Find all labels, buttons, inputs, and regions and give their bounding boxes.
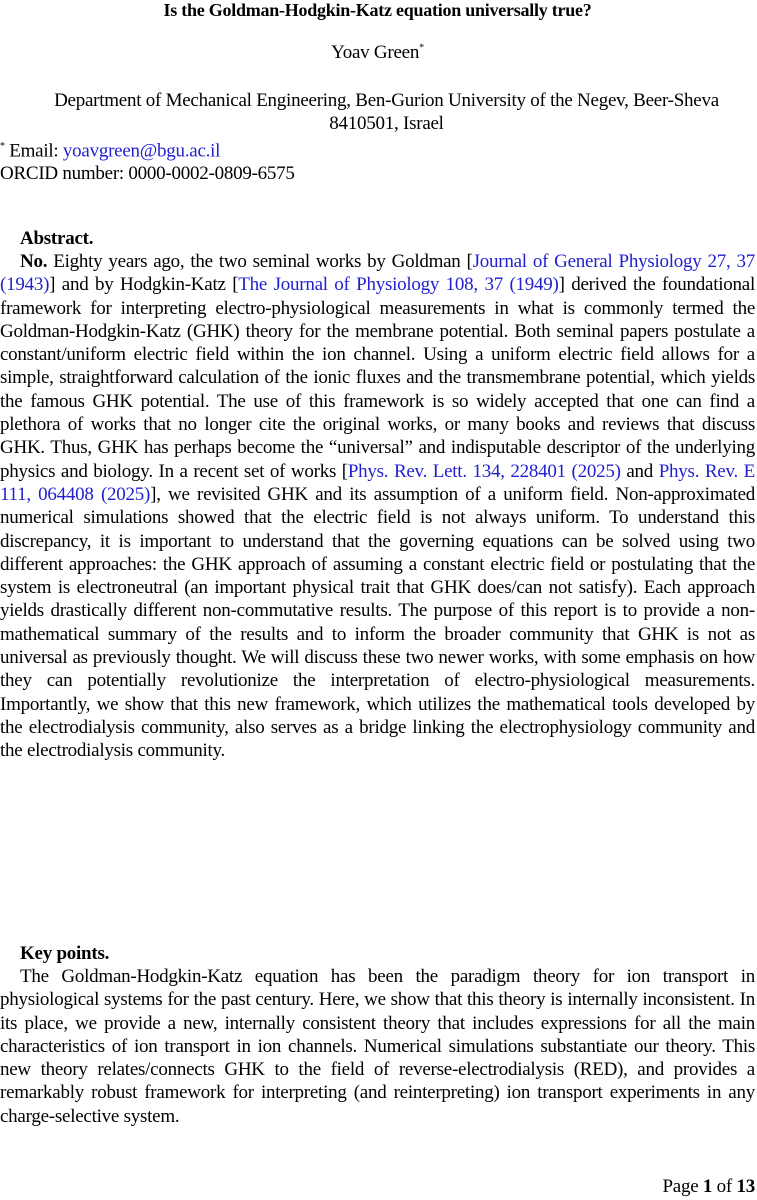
affiliation [18, 89, 755, 135]
email-link[interactable]: yoavgreen@bgu.ac.il [62, 140, 221, 162]
key-points-section [0, 943, 755, 1128]
abstract-text-5: ], we revisited GHK and its assumption of a uniform field. Non-approximated numerical simulations showed that the electric field is not always uniform. To understand this discrepancy, it is important to understand that the governing equations can be solved using two different approaches: the GHK approach of assuming a constant electric field or postulating that the system is electroneutral (an important physical trait that GHK does/can not satisfy). Each approach yields drastically different non-commutative results. The purpose of this report is to provide a non-mathematical summary of the results and to inform the broader community that GHK is not as universal as previously thought. We will discuss these two newer works, with some emphasis on how they can potentially revolutionize the interpretation of electro-physiological measurements. Importantly, we show that this new framework, which utilizes the mathematical tools developed by the electrodialysis community, also serves as a bridge linking the electrophysiology community and the electrodialysis community. [0, 483, 755, 762]
key-points-heading: Key points. [20, 943, 110, 964]
ref-link-prl[interactable]: Phys. Rev. Lett. 134, 228401 (2025) [347, 460, 621, 482]
abstract-text-1: Eighty years ago, the two seminal works by Goldman [ [47, 251, 473, 272]
abstract-text-3: ] derived the foundational framework for interpreting electro-physiological measurements in what is commonly termed the Goldman-Hodgkin-Katz (GHK) theory for the membrane potential. Both seminal papers postulate a constant/uniform electric field within the ion channel. Using a uniform electric field allows for a simple, straightforward calculation of the ionic fluxes and the transmembrane potential, which yields the famous GHK potential. The use of this framework is so widely accepted that one can find a plethora of works that no longer cite the original works, or many books and reviews that discuss GHK. Thus, GHK has perhaps become the “universal” and indisputable descriptor of the underlying physics and biology. In a recent set of works [ [0, 274, 755, 482]
abstract-section [0, 228, 755, 763]
page-label: Page [662, 1176, 703, 1197]
orcid: ORCID number: 0000-0002-0809-6575 [0, 163, 295, 185]
paper-title: Is the Goldman-Hodgkin-Katz equation universally true? [163, 0, 592, 20]
author-mark: * [419, 42, 424, 54]
total-pages: 13 [736, 1176, 755, 1197]
contact [0, 135, 755, 185]
author [0, 42, 755, 64]
author-name: Yoav Green [331, 42, 420, 63]
email-label: Email: [4, 140, 63, 162]
abstract-lead: No. [20, 251, 48, 272]
ref-link-pre[interactable]: Phys. Rev. E 111, 064408 (2025) [0, 460, 755, 505]
key-points-text: The Goldman-Hodgkin-Katz equation has been the paradigm theory for ion transport in physiological systems for the past century. Here, we show that this theory is internally inconsistent. In its place, we provide a new, internally consistent theory that includes expressions for all the main characteristics of ion transport in ion channels. Numerical simulations substantiate our theory. This new theory relates/connects GHK to the field of reverse-electrodialysis (RED), and provides a remarkably robust framework for interpreting (and reinterpreting) ion transport experiments in any charge-selective system. [0, 966, 755, 1127]
abstract-text [0, 250, 755, 763]
abstract-text-4: and [620, 460, 659, 482]
page-number [0, 1176, 755, 1198]
ref-link-hodgkin-katz[interactable]: The Journal of Physiology 108, 37 (1949) [238, 274, 559, 296]
email-mark: * [0, 141, 5, 152]
affiliation-line2: 8410501, Israel [329, 113, 444, 134]
abstract-text-2: ] and by Hodgkin-Katz [ [49, 274, 239, 296]
of-label: of [712, 1176, 737, 1197]
ref-link-goldman[interactable]: Journal of General Physiology 27, 37 (1943) [0, 251, 756, 296]
current-page: 1 [702, 1176, 713, 1197]
abstract-heading: Abstract. [20, 228, 94, 249]
affiliation-line1: Department of Mechanical Engineering, Ben-Gurion University of the Negev, Beer-Sheva [54, 90, 719, 111]
